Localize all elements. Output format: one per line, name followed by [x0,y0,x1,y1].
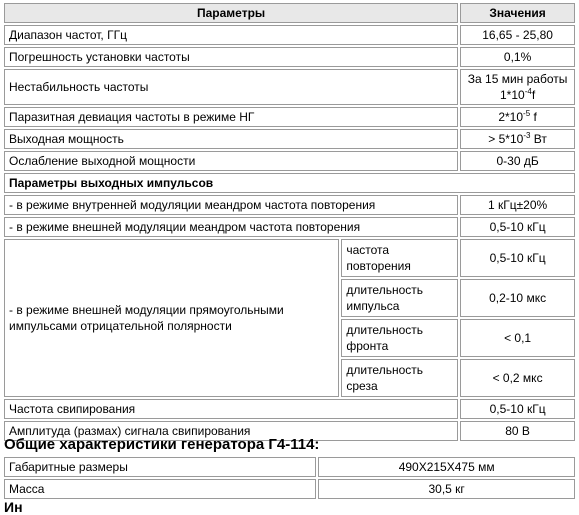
param-cell: Выходная мощность [4,129,458,149]
value-suffix: f [530,110,537,124]
value-cell: 30,5 кг [318,479,575,499]
value-line2 [465,87,570,103]
value-suffix: Вт [530,132,547,146]
table-row [4,457,575,477]
param-cell: Погрешность установки частоты [4,47,458,67]
param-cell: Диапазон частот, ГГц [4,25,458,45]
value-base: 1*10 [500,88,525,102]
value-cell: < 0,2 мкс [460,359,575,397]
value-exponent: -5 [523,109,531,118]
param-cell: Нестабильность частоты [4,69,458,105]
value-cell: < 0,1 [460,319,575,357]
param-cell: Частота свипирования [4,399,458,419]
value-base: 2*10 [498,110,524,124]
value-exponent: -3 [523,131,531,140]
sub-param-cell: частота повторения [341,239,458,277]
param-cell: - в режиме внешней модуляции прямоугольными импульсами отрицательной полярности [4,239,339,397]
table-row [4,47,575,67]
table-row [4,107,575,127]
value-cell: 0,5-10 кГц [460,239,575,277]
value-base: > 5*10 [488,132,524,146]
value-suffix: f [531,88,536,102]
section-title: Параметры выходных импульсов [4,173,575,193]
param-cell: Ослабление выходной мощности [4,151,458,171]
param-cell: - в режиме внешней модуляции меандром частота повторения [4,217,458,237]
value-cell: 0,1% [460,47,575,67]
sub-param-cell: длительность фронта [341,319,458,357]
table-row [4,217,575,237]
table-row [4,195,575,215]
table-row [4,25,575,45]
sub-param-cell: длительность импульса [341,279,458,317]
sub-param-cell: длительность среза [341,359,458,397]
param-cell: - в режиме внутренней модуляции меандром частота повторения [4,195,458,215]
section-row [4,173,575,193]
table-header [4,3,575,23]
header-param: Параметры [4,3,458,23]
table-row [4,239,575,277]
value-exponent: -4 [524,87,532,96]
value-cell: 80 В [460,421,575,441]
value-line1: За 15 мин работы [467,72,568,86]
spec-table [2,1,577,443]
value-cell [460,129,575,149]
table-row [4,151,575,171]
general-table [2,455,577,501]
header-value: Значения [460,3,575,23]
value-cell [460,107,575,127]
table-row [4,129,575,149]
param-cell: Масса [4,479,316,499]
value-cell: 1 кГц±20% [460,195,575,215]
param-cell: Габаритные размеры [4,457,316,477]
general-title: Общие характеристики генератора Г4-114: [4,436,320,453]
param-cell: Амплитуда (размах) сигнала свипирования [4,421,458,441]
value-cell: 0,5-10 кГц [460,399,575,419]
cutoff-text: Ин [4,499,23,515]
value-cell: 16,65 - 25,80 [460,25,575,45]
value-cell: 490X215X475 мм [318,457,575,477]
value-cell: 0,5-10 кГц [460,217,575,237]
table-row [4,69,575,105]
param-cell: Паразитная девиация частоты в режиме НГ [4,107,458,127]
table-row [4,479,575,499]
value-cell [460,69,575,105]
value-cell: 0,2-10 мкс [460,279,575,317]
value-cell: 0-30 дБ [460,151,575,171]
table-row [4,399,575,419]
